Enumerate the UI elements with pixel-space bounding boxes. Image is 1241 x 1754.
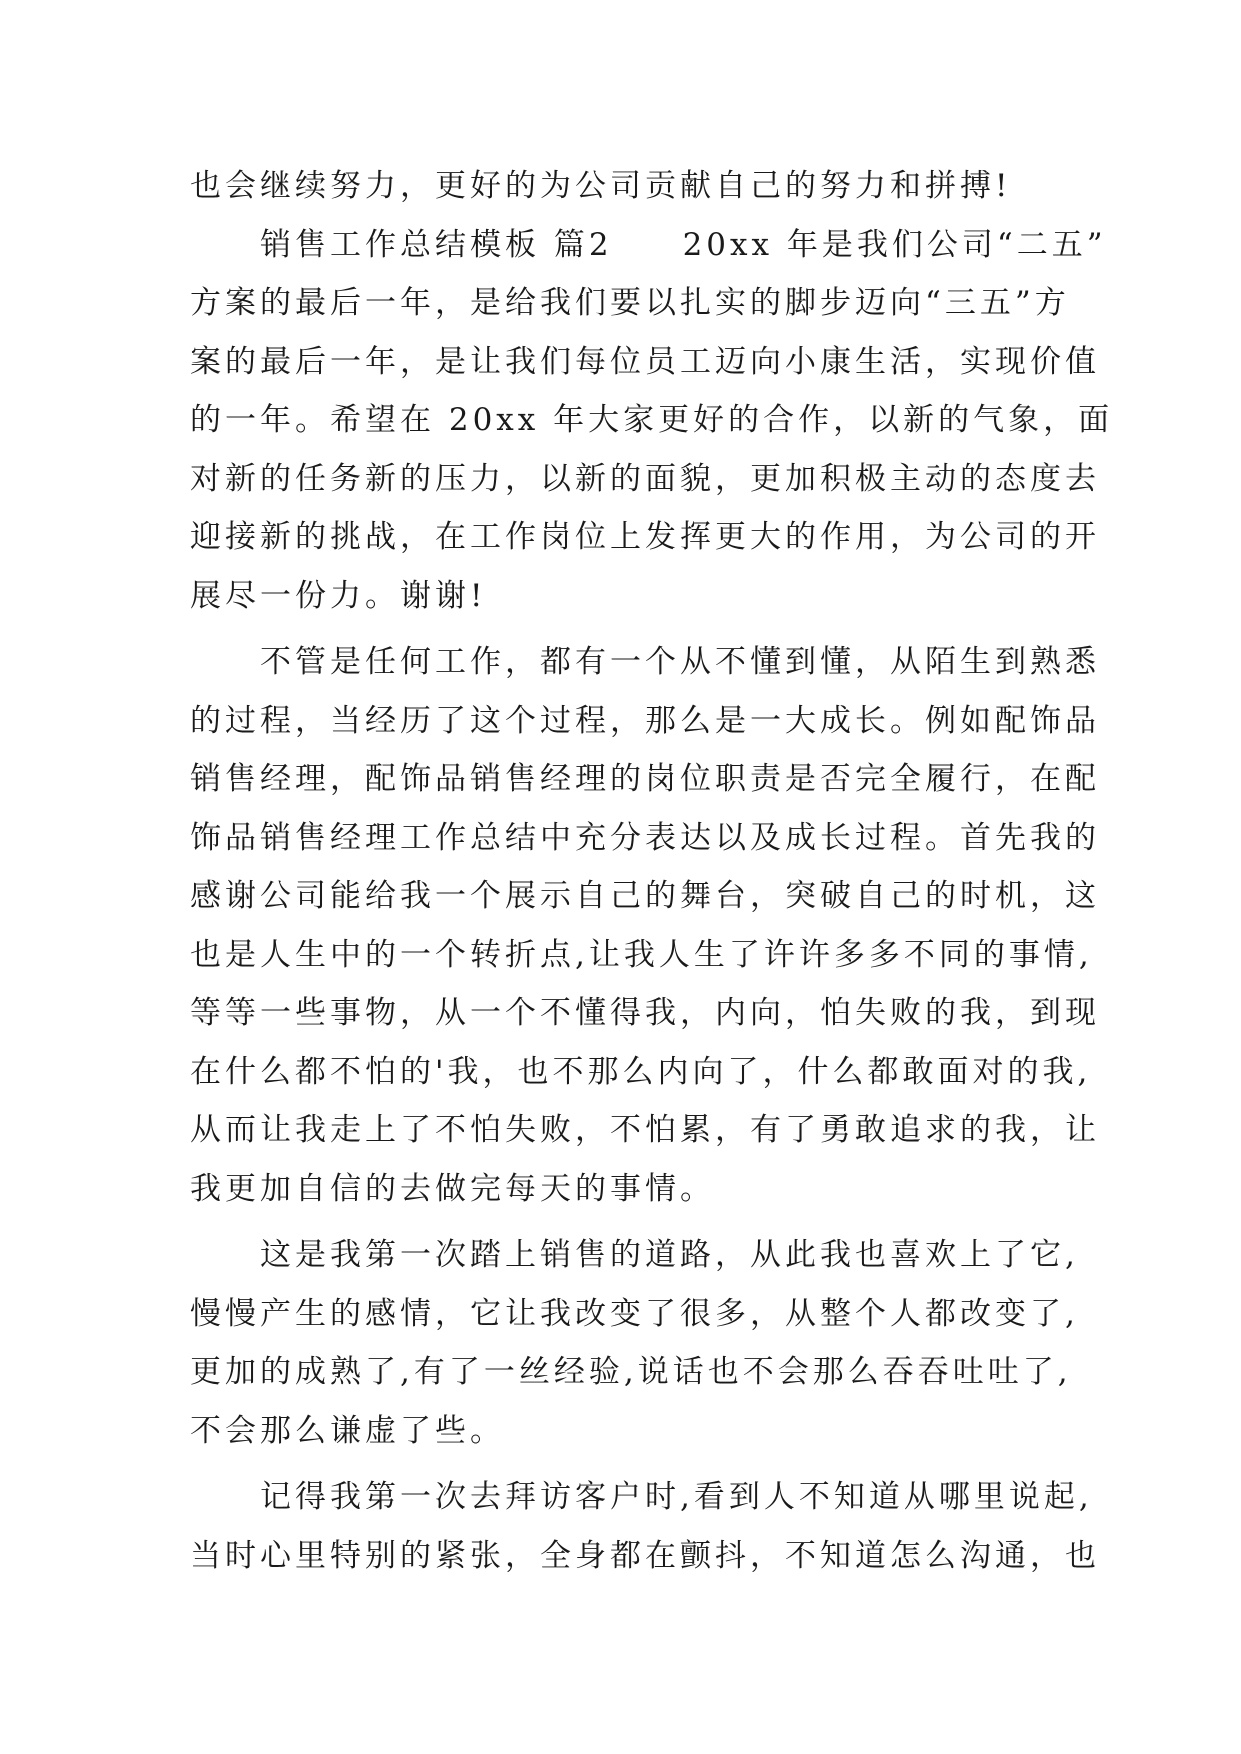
text-line: 更加的成熟了,有了一丝经验,说话也不会那么吞吞吐吐了, [190, 1354, 1072, 1390]
paragraph [190, 216, 1114, 626]
text-line: 的过程，当经历了这个过程，那么是一大成长。例如配饰品 [190, 702, 1100, 739]
text-line: 也是人生中的一个转折点,让我人生了许许多多不同的事情, [190, 936, 1093, 973]
text-line: 等等一些事物，从一个不懂得我，内向，怕失败的我，到现 [190, 995, 1100, 1031]
text-line: 慢慢产生的感情，它让我改变了很多，从整个人都改变了, [190, 1295, 1079, 1332]
text-line: 的一年。希望在 20xx 年大家更好的合作，以新的气象，面 [190, 402, 1114, 438]
text-line: 销售工作总结模板 篇2 20xx 年是我们公司“二五” [190, 226, 1107, 263]
text-line: 方案的最后一年，是给我们要以扎实的脚步迈向“三五”方 [190, 285, 1070, 321]
text-line: 我更加自信的去做完每天的事情。 [190, 1170, 715, 1207]
text-line: 感谢公司能给我一个展示自己的舞台，突破自己的时机，这 [190, 878, 1100, 914]
paragraph-spacer [190, 625, 1070, 633]
paragraph [190, 1468, 1100, 1585]
text-line: 对新的任务新的压力，以新的面貌，更加积极主动的态度去 [190, 460, 1100, 497]
text-line: 当时心里特别的紧张，全身都在颤抖，不知道怎么沟通，也 [190, 1537, 1100, 1574]
paragraph [190, 633, 1100, 1218]
text-line: 从而让我走上了不怕失败，不怕累，有了勇敢追求的我，让 [190, 1112, 1100, 1148]
paragraph-spacer [190, 1460, 1070, 1468]
text-line: 在什么都不怕的'我，也不那么内向了，什么都敢面对的我, [190, 1053, 1092, 1090]
text-line: 展尽一份力。谢谢! [190, 577, 487, 614]
paragraph-spacer [190, 1218, 1070, 1226]
paragraph [190, 157, 1070, 216]
text-line: 不管是任何工作，都有一个从不懂到懂，从陌生到熟悉 [190, 644, 1100, 680]
text-line: 销售经理，配饰品销售经理的岗位职责是否完全履行，在配 [190, 761, 1100, 797]
text-line: 迎接新的挑战，在工作岗位上发挥更大的作用，为公司的开 [190, 519, 1100, 555]
text-line: 案的最后一年，是让我们每位员工迈向小康生活，实现价值 [190, 343, 1100, 380]
text-line: 也会继续努力，更好的为公司贡献自己的努力和拼搏! [190, 168, 1012, 204]
text-line: 记得我第一次去拜访客户时,看到人不知道从哪里说起, [190, 1479, 1093, 1515]
document-body [190, 157, 1114, 1585]
paragraph [190, 1226, 1079, 1460]
text-line: 饰品销售经理工作总结中充分表达以及成长过程。首先我的 [190, 819, 1100, 856]
text-line: 这是我第一次踏上销售的道路，从此我也喜欢上了它, [190, 1237, 1079, 1273]
text-line: 不会那么谦虚了些。 [190, 1412, 505, 1449]
